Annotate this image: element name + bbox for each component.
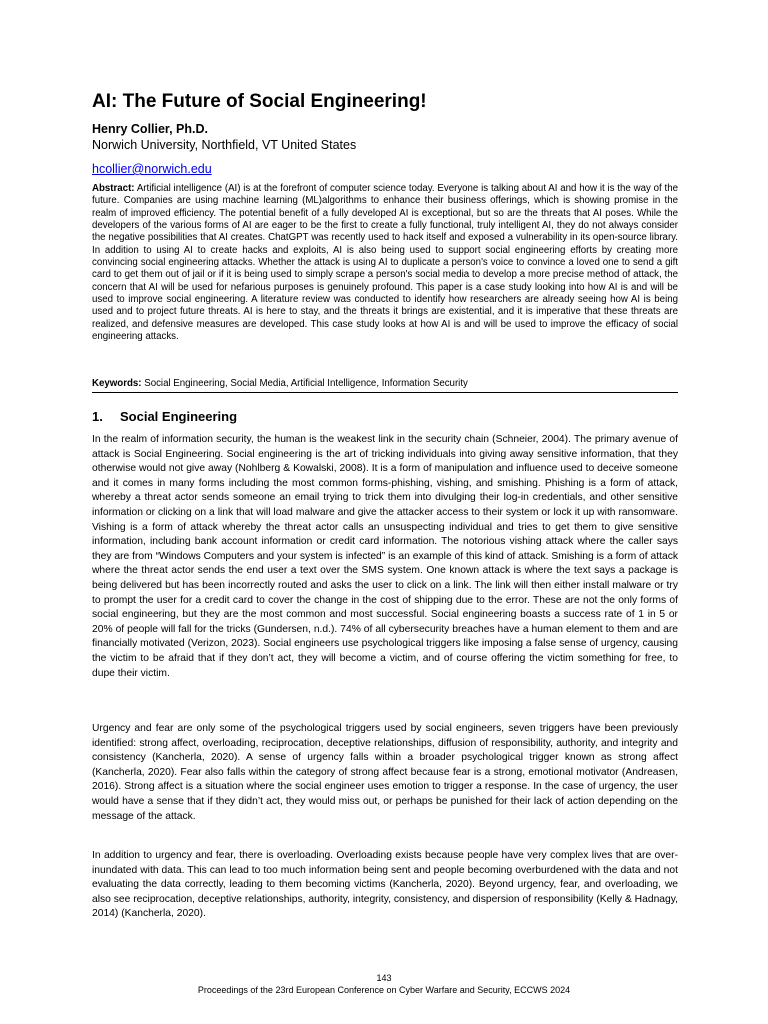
keywords-text: Social Engineering, Social Media, Artificial Intelligence, Information Security <box>144 378 468 389</box>
section-number: 1. <box>92 409 103 424</box>
section-heading <box>92 408 678 426</box>
keywords <box>92 378 678 390</box>
body-paragraph-2: Urgency and fear are only some of the psychological triggers used by social engineers, seven triggers have been previously identified: strong affect, overloading, reciprocation, deceptive relationships, diffusion of responsibility, authority, and integrity and consistency (Kancherla, 2020). A sense of urgency falls within a broader psychological trigger known as strong affect (Kancherla, 2020). Fear also falls within the category of strong affect because fear is a strong, emotional motivator (Andreasen, 2016). Strong affect is a situation where the social engineer uses emotion to trigger a response. In the case of urgency, the user would have a sense that if they didn’t act, they would miss out, or perhaps be punished for their lack of action depending on the message of the attack. <box>92 723 678 822</box>
paper-title: AI: The Future of Social Engineering! <box>92 91 427 112</box>
author-affiliation: Norwich University, Northfield, VT United States <box>92 138 357 152</box>
abstract-label: Abstract: <box>92 183 135 194</box>
abstract <box>92 183 678 343</box>
body-paragraph-3: In addition to urgency and fear, there is overloading. Overloading exists because people have very complex lives that are over-inundated with data. This can lead to too much information being sent and people becoming overburdened with the data and not evaluating the data correctly, leading to them becoming victims (Kancherla, 2020). Beyond urgency, fear, and overloading, we also see reciprocation, deceptive relationships, authority, integrity, consistency, and dispersion of responsibility (Kelly & Hadnagy, 2014) (Kancherla, 2020). <box>92 850 678 920</box>
keywords-divider <box>92 392 678 393</box>
page-number: 143 <box>376 973 392 983</box>
abstract-text: Artificial intelligence (AI) is at the forefront of computer science today. Everyone is talking about AI and how it is the way of the future. Companies are using machine learning (ML)algorithms to enhance their business offerings, which is showing promise in the realm of improved efficiency. The potential benefit of a fully developed AI is exceptional, but so are the threats that AI poses. While the developers of the various forms of AI are eager to be the first to create a fully functional, truly intelligent AI, they do not always consider the negative possibilities that AI creates. ChatGPT was recently used to hack itself and exposed a vulnerability in its open-source library. In addition to using AI to create hacks and exploits, AI is also being used to support social engineering efforts by creating more convincing social engineering attacks. Whether the attack is using AI to duplicate a person's voice to convince a loved one to send a gift card to get them out of jail or if it is being used to simply scrape a person's social media to develop a more precise method of attack, the concern that AI will be used for nefarious purposes is genuinely profound. This paper is a case study looking into how AI is and will be used to improve social engineering. A literature review was conducted to identify how researchers are already seeing how AI is being used and to project future threats. AI is here to stay, and the threats it brings are existential, and it is imperative that these threats are realized, and defensive measures are developed. This case study looks at how AI is and will be used to improve the efficacy of social engineering attacks. <box>92 183 678 343</box>
keywords-label: Keywords: <box>92 378 142 389</box>
author-email-link[interactable]: hcollier@norwich.edu <box>92 162 212 176</box>
body-paragraph-1: In the realm of information security, the human is the weakest link in the security chain (Schneier, 2004). The primary avenue of attack is Social Engineering. Social engineering is the art of tricking individuals into giving away sensitive information, that they otherwise would not give away (Nohlberg & Kowalski, 2008). It is a form of manipulation and influence used to deceive someone and it comes in many forms including the most common forms-phishing, vishing, and smishing. Phishing is a form of attack, whereby a threat actor sends someone an email trying to trick them into divulging their log-in credentials, and other sensitive information or clicking on a link that will load malware and give the attacker access to their system or lock it up with ransomware. Vishing is a form of attack whereby the threat actor calls an unsuspecting individual and tries to get them to give sensitive information, including bank account information or credit card information. The notorious vishing attack where the caller says they are from “Windows Computers and your system is infected” is an example of this kind of attack. Smishing is a form of attack where the threat actor sends the end user a text over the SMS system. One known attack is where the text says a package is being delivered but has been incorrectly routed and asks the user to click on a link. The link will then either install malware or try to prompt the user for a credit card to cover the change in the cost of shipping due to the error. These are not the only forms of social engineering, but they are the most common and most successful. Social engineering boasts a success rate of 1 in 5 or 20% of people will fall for the tricks (Gundersen, n.d.). 74% of all cybersecurity breaches have a human element to them and are financially motivated (Verizon, 2023). Social engineers use psychological triggers like imposing a false sense of urgency, causing the victim to be afraid that if they don’t act, they will become a victim, and of course offering the victim something for free, to dupe their victim. <box>92 434 678 679</box>
author-name: Henry Collier, Ph.D. <box>92 122 209 136</box>
page-footer: Proceedings of the 23rd European Conference on Cyber Warfare and Security, ECCWS 2024 <box>197 985 571 995</box>
section-title: Social Engineering <box>120 409 238 424</box>
